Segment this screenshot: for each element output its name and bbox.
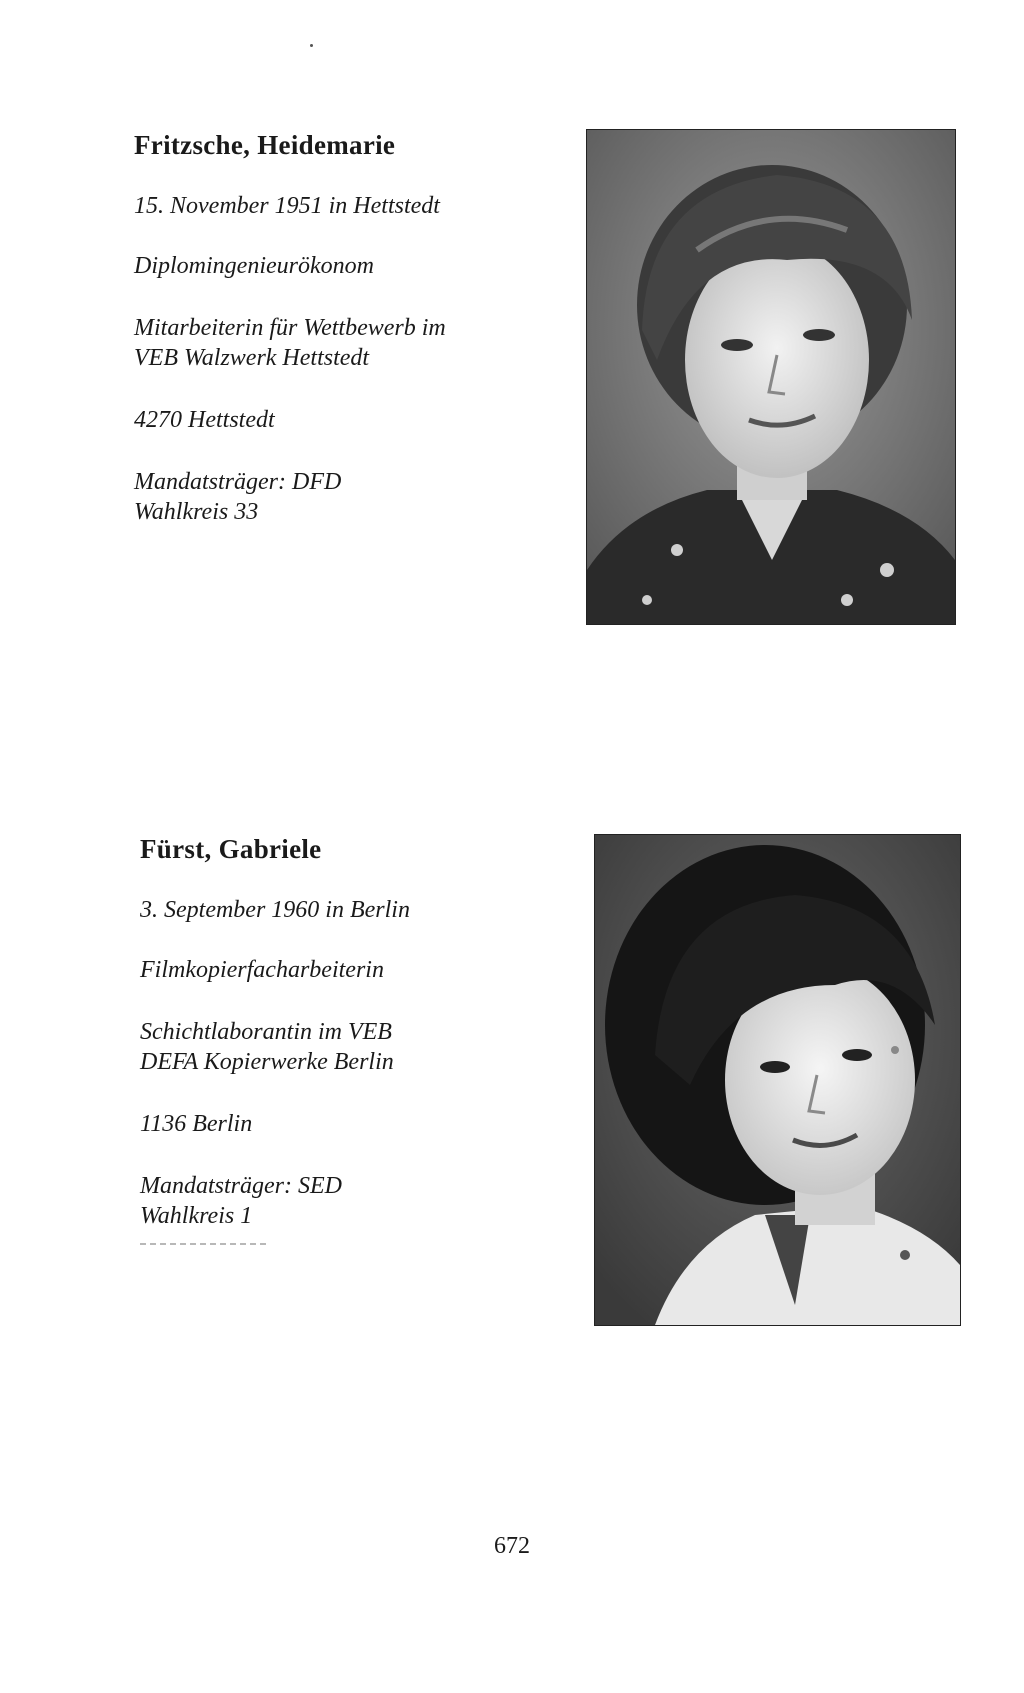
constituency: Wahlkreis 1: [140, 1203, 253, 1229]
portrait-photo: [594, 834, 961, 1326]
birth-info: 15. November 1951 in Hettstedt: [134, 193, 440, 219]
position-line-1: Schichtlaborantin im VEB: [140, 1019, 392, 1045]
position-line-2: DEFA Kopierwerke Berlin: [140, 1049, 394, 1075]
mandate: Mandatsträger: SED: [140, 1173, 342, 1199]
member-name: Fritzsche, Heidemarie: [134, 130, 396, 160]
mandate: Mandatsträger: DFD: [134, 469, 342, 495]
member-name: Fürst, Gabriele: [140, 834, 322, 864]
portrait-image: [595, 835, 960, 1325]
profession: Filmkopierfacharbeiterin: [140, 957, 384, 983]
scan-speck: [310, 44, 313, 47]
residence: 1136 Berlin: [140, 1111, 253, 1137]
constituency: Wahlkreis 33: [134, 499, 259, 525]
page-number: 672: [494, 1533, 530, 1559]
position-line-2: VEB Walzwerk Hettstedt: [134, 345, 370, 371]
portrait-image: [587, 130, 955, 624]
residence: 4270 Hettstedt: [134, 407, 275, 433]
position-line-1: Mitarbeiterin für Wettbewerb im: [134, 315, 446, 341]
scan-smudge: [140, 1243, 270, 1245]
birth-info: 3. September 1960 in Berlin: [140, 897, 410, 923]
member-bio: [134, 130, 446, 527]
profession: Diplomingenieurökonom: [134, 253, 374, 279]
portrait-photo: [586, 129, 956, 625]
member-bio: [140, 834, 410, 1231]
